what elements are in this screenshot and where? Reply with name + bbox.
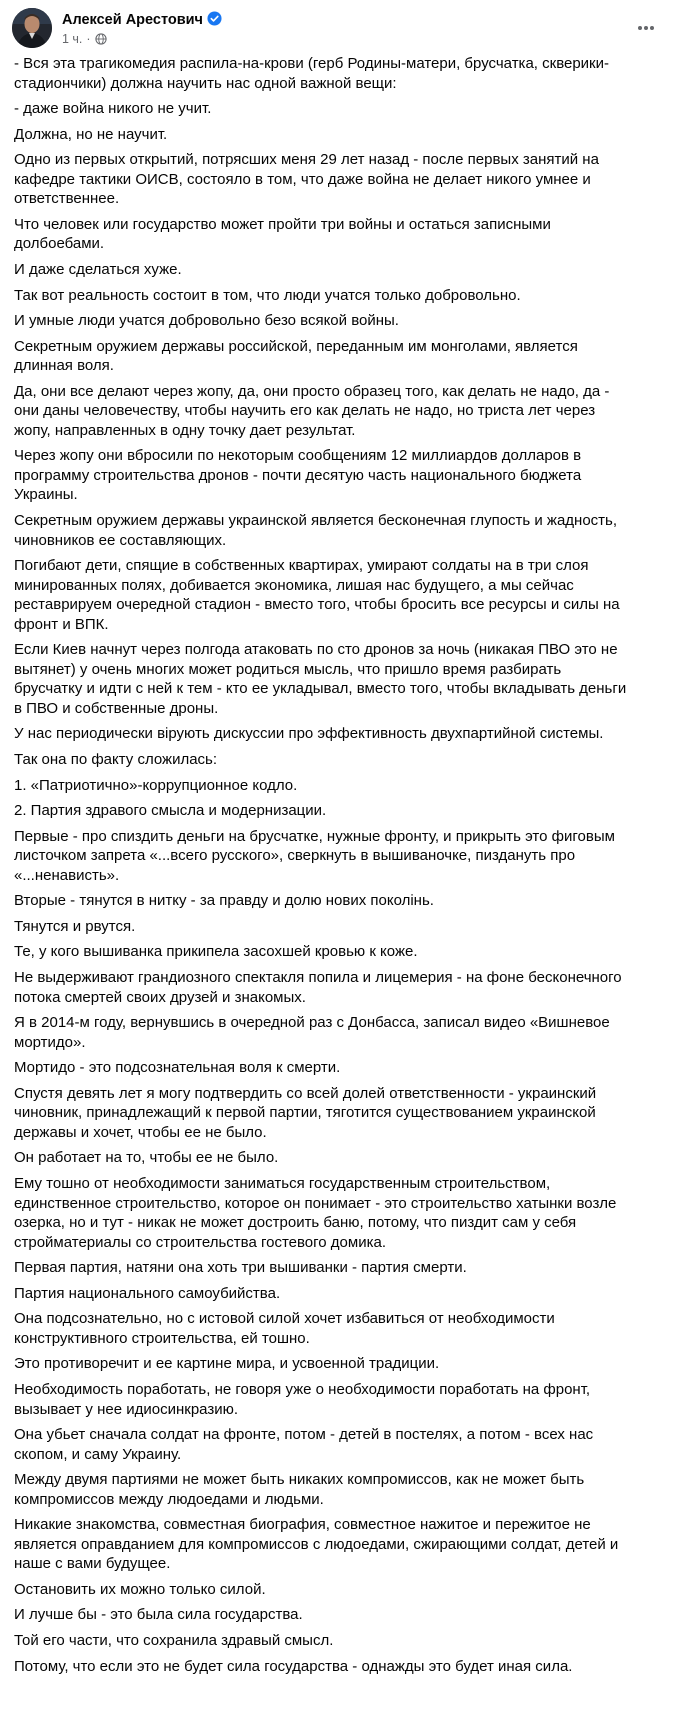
post-paragraph: Остановить их можно только силой. [14,1580,266,1598]
post-paragraph: - Вся эта трагикомедия распила-на-крови (герб Родины-матери, брусчатка, скверики-стадиончики) должна научить нас одной важной вещи: [14,55,609,92]
post-paragraph: Погибают дети, спящие в собственных квартирах, умирают солдаты на в три слоя минированных полях, добивается экономика, лишая нас будущего, а мы сейчас реставрируем очередной стадион - вместо того, чтобы бросить все ресурсы и силы на фронт и ВПК. [14,557,620,633]
post-paragraph: Одно из первых открытий, потрясших меня 29 лет назад - после первых занятий на кафедре тактики ОИСВ, состояло в том, что даже война не делает никого умнее и ответственнее. [14,151,599,208]
post-paragraph: И даже сделаться хуже. [14,260,182,278]
post-paragraph: У нас периодически вірують дискуссии про эффективность двухпартийной системы. [14,725,604,743]
author-name[interactable]: Алексей Арестович [62,12,203,28]
post-paragraph: Первые - про спиздить деньги на брусчатке, нужные фронту, и прикрыть это фиговым листочком запрета «...всего русского», сверкнуть в вышиваночке, пиздануть про «...ненависть». [14,827,615,884]
post-header [12,8,664,50]
post-text [14,54,632,1682]
post-paragraph: 2. Партия здравого смысла и модернизации. [14,802,327,820]
post-paragraph: Первая партия, натяни она хоть три вышиванки - партия смерти. [14,1259,467,1277]
author-name-row [62,11,222,30]
post-paragraph: - даже война никого не учит. [14,100,212,118]
post-paragraph: Не выдерживают грандиозного спектакля попила и лицемерия - на фоне бесконечного потока смертей своих друзей и знакомых. [14,969,622,1006]
post-paragraph: Те, у кого вышиванка прикипела засохшей кровью к коже. [14,943,418,961]
post-meta [62,32,107,48]
post-paragraph: Это противоречит и ее картине мира, и усвоенной традиции. [14,1355,440,1373]
more-options-button[interactable] [628,10,664,46]
post-paragraph: Ему тошно от необходимости заниматься государственным строительством, единственное строительство, которое он понимает - это строительство хатынки возле озерка, но и тут - никак не может достроить баню, потому, что пиздит сам у себя стройматериалы со строительства гостевого домика. [14,1175,617,1251]
post-paragraph: 1. «Патриотично»-коррупционное кодло. [14,776,298,794]
post-paragraph: Да, они все делают через жопу, да, они просто образец того, как делать не надо, да - они даны человечеству, чтобы научить его как делать не надо, но триста лет через жопу, направленных в одну точку дает результат. [14,382,610,439]
post-paragraph: Между двумя партиями не может быть никаких компромиссов, как не может быть компромиссов между людоедами и людьми. [14,1471,585,1508]
post-paragraph: Она убьет сначала солдат на фронте, потом - детей в постелях, а потом - всех нас скопом, и саму Украину. [14,1426,594,1463]
post-paragraph: И умные люди учатся добровольно безо всякой войны. [14,312,399,330]
globe-icon[interactable] [95,33,107,48]
author-avatar[interactable] [12,8,52,48]
post-paragraph: Никакие знакомства, совместная биография, совместное нажитое и пережитое не является оправданием для компромиссов с людоедами, сжирающими солдат, детей и наше с вами будущее. [14,1516,619,1573]
post-paragraph: И лучше бы - это была сила государства. [14,1606,303,1624]
post-paragraph: Секретным оружием державы украинской является бесконечная глупость и жадность, чиновников ее составляющих. [14,512,618,549]
post-paragraph: Если Киев начнут через полгода атаковать по сто дронов за ночь (никакая ПВО это не вытянет) у очень многих может родиться мысль, что пришло время разбирать брусчатку и идти с ней к тем - кто ее укладывал, вместо того, чтобы вкладывать деньги в ПВО и собственные дроны. [14,641,627,717]
post-paragraph: Через жопу они вбросили по некоторым сообщениям 12 миллиардов долларов в программу строительства дронов - почти десятую часть национального бюджета Украины. [14,447,582,504]
post-paragraph: Необходимость поработать, не говоря уже о необходимости поработать на фронт, вызывает у нее идиосинкразию. [14,1381,591,1418]
post-paragraph: Потому, что если это не будет сила государства - однажды это будет иная сила. [14,1657,573,1675]
post-paragraph: Так она по факту сложилась: [14,750,218,768]
post-paragraph: Он работает на то, чтобы ее не было. [14,1149,279,1167]
post-paragraph: Той его части, что сохранила здравый смысл. [14,1632,334,1650]
post-paragraph: Что человек или государство может пройти три войны и остаться записными долбоебами. [14,215,551,253]
post-paragraph: Спустя девять лет я могу подтвердить со всей долей ответственности - украинский чиновник, принадлежащий к первой партии, тяготится существованием украинской державы и хочет, чтобы ее не было. [14,1084,597,1141]
post-paragraph: Она подсознательно, но с истовой силой хочет избавиться от необходимости конструктивного строительства, ей тошно. [14,1310,555,1347]
post-paragraph: Так вот реальность состоит в том, что люди учатся только добровольно. [14,286,521,304]
post-paragraph: Должна, но не научит. [14,125,168,143]
verified-badge-icon [207,11,222,30]
meta-separator: · [86,32,91,46]
more-dots-icon [636,18,656,38]
post-paragraph: Я в 2014-м году, вернувшись в очередной раз с Донбасса, записал видео «Вишневое мортидо». [14,1014,610,1051]
post-paragraph: Тянутся и рвутся. [14,917,136,935]
post-paragraph: Мортидо - это подсознательная воля к смерти. [14,1059,341,1077]
post-timestamp[interactable]: 1 ч. [62,32,83,46]
post-paragraph: Секретным оружием державы российской, переданным им монголами, является длинная воля. [14,337,578,375]
avatar-photo [12,8,52,48]
post-paragraph: Вторые - тянутся в нитку - за правду и долю нових поколінь. [14,892,434,910]
post-paragraph: Партия национального самоубийства. [14,1284,281,1302]
